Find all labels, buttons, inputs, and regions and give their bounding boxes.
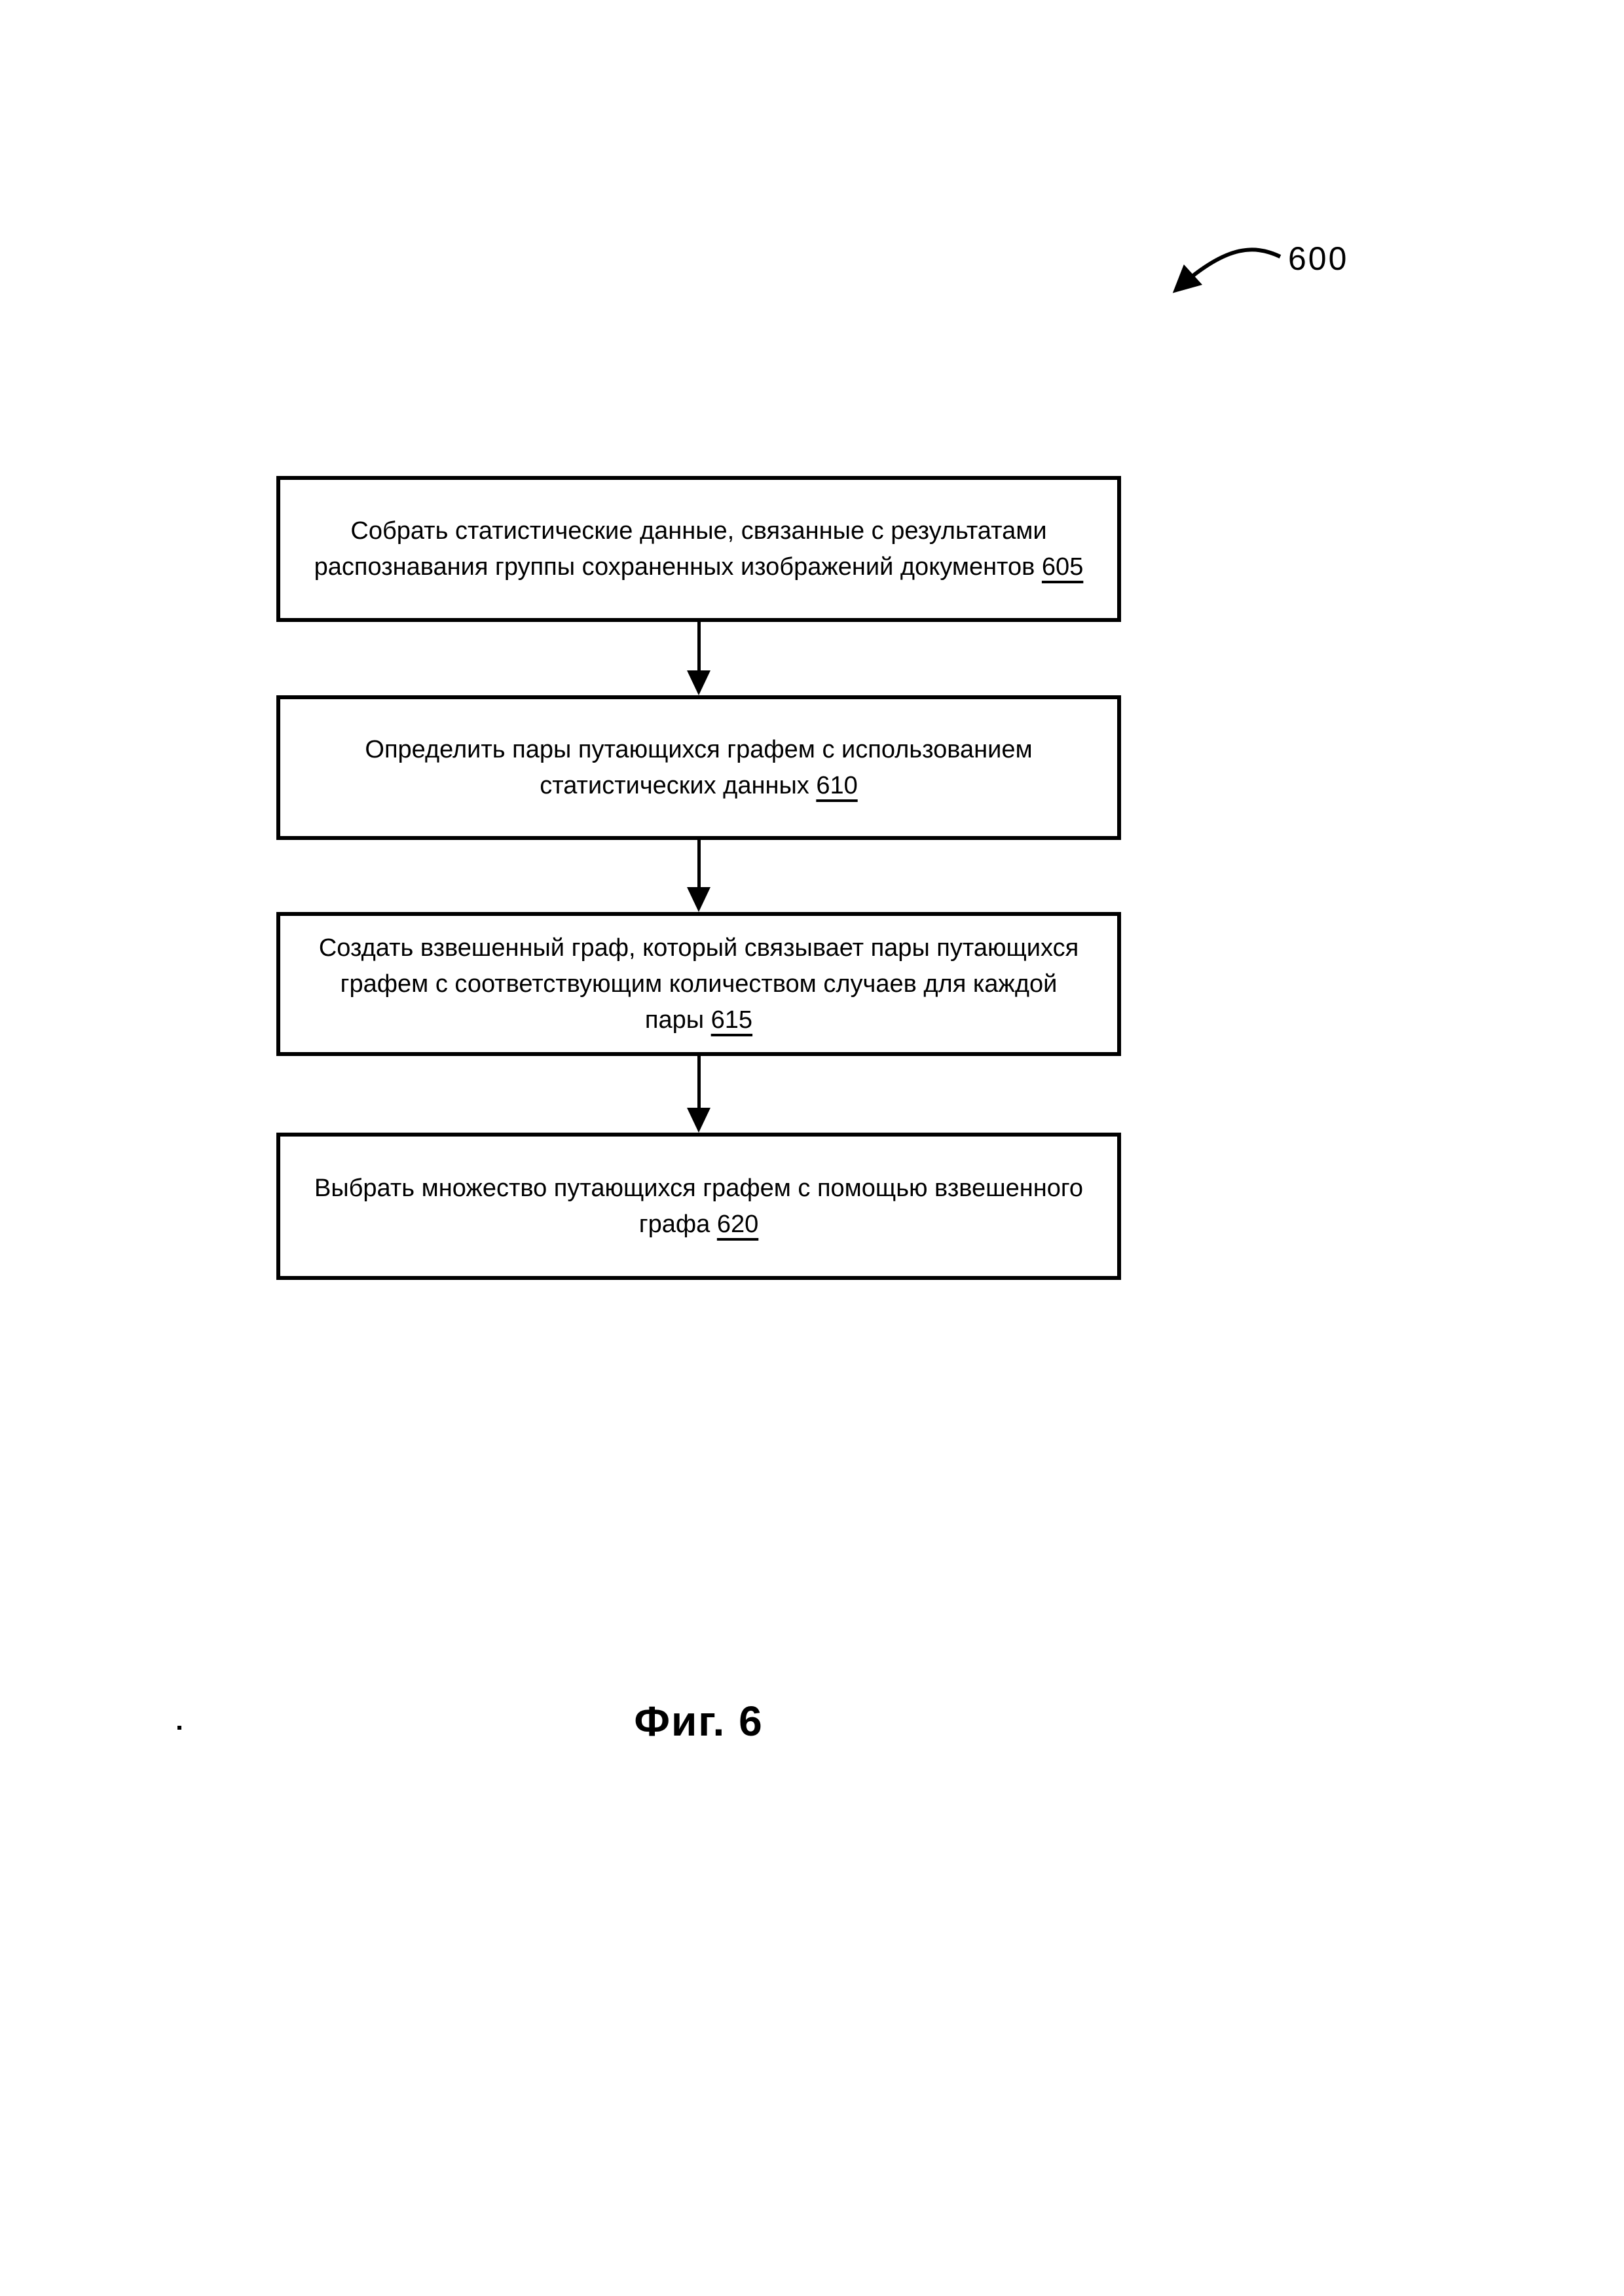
flowchart-step-select-graphemes	[276, 1133, 1121, 1280]
curved-arrow-icon	[1149, 236, 1287, 314]
step-line: Собрать статистические данные, связанные с результатами	[350, 517, 1047, 545]
flowchart-step-create-weighted-graph	[276, 912, 1121, 1056]
flowchart-step-text	[295, 1171, 1103, 1243]
step-reference-number: 620	[716, 1210, 759, 1238]
flow-arrow-down-2	[687, 839, 710, 912]
figure-reference-number: 600	[1288, 240, 1349, 277]
flowchart-step-collect-statistics	[276, 476, 1121, 622]
step-reference-number: 605	[1041, 553, 1084, 581]
arrow-shaft	[697, 1055, 701, 1108]
arrow-head-icon	[687, 887, 710, 912]
step-line: распознавания группы сохраненных изображений документов	[314, 553, 1035, 581]
flow-arrow-down-1	[687, 621, 710, 695]
figure-caption: Фиг. 6	[634, 1698, 764, 1745]
flowchart-step-text	[345, 732, 1052, 804]
arrow-shaft	[697, 621, 701, 670]
flowchart-step-text	[295, 513, 1103, 585]
step-line: Создать взвешенный граф, который связывает пары путающихся	[318, 934, 1079, 962]
flowchart-step-text	[299, 930, 1098, 1038]
flow-arrow-down-3	[687, 1055, 710, 1133]
arrow-head-icon	[687, 1108, 710, 1133]
step-line: Определить пары путающихся графем с использованием	[365, 735, 1033, 763]
flowchart-step-determine-pairs	[276, 695, 1121, 840]
figure-reference	[1149, 236, 1365, 321]
step-line: графа	[638, 1210, 710, 1238]
step-line: Выбрать множество путающихся графем с помощью взвешенного	[314, 1174, 1084, 1202]
arrow-head-icon	[687, 670, 710, 695]
step-reference-number: 610	[816, 771, 858, 799]
step-line: статистических данных	[540, 771, 809, 799]
step-reference-number: 615	[710, 1006, 753, 1034]
scan-speck	[177, 1726, 181, 1730]
arrow-shaft	[697, 839, 701, 887]
step-line: пары	[644, 1006, 705, 1034]
step-line: графем с соответствующим количеством случаев для каждой	[340, 970, 1058, 998]
